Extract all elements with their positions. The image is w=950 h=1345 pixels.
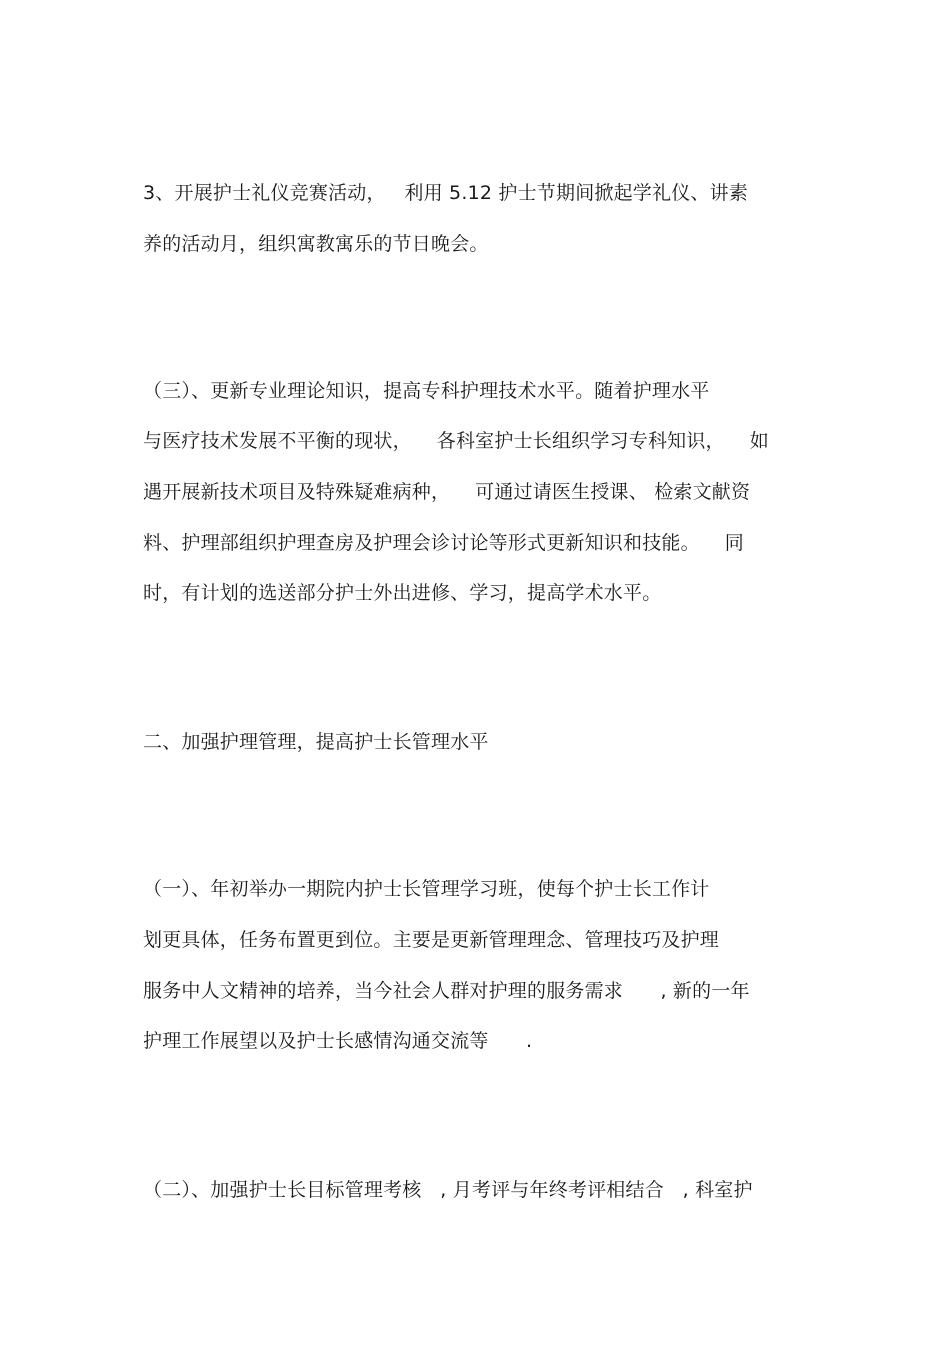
text-line: 服务中人文精神的培养，当今社会人群对护理的服务需求 , 新的一年 [143, 980, 750, 1002]
text-line: 料、护理部组织护理查房及护理会诊讨论等形式更新知识和技能。 同 [143, 532, 744, 554]
text-line: 护理工作展望以及护士长感情沟通交流等 . [143, 1030, 533, 1052]
text-line: 与医疗技术发展不平衡的现状， 各科室护士长组织学习专科知识， 如 [143, 430, 769, 452]
text-line: 时，有计划的选送部分护士外出进修、学习，提高学术水平。 [143, 582, 662, 604]
text-line: 3、开展护士礼仪竞赛活动， 利用 5.12 护士节期间掀起学礼仪、讲素 [143, 182, 748, 204]
heading-text: 二、加强护理管理，提高护士长管理水平 [143, 731, 489, 753]
text-line: （三）、更新专业理论知识，提高专科护理技术水平。随着护理水平 [143, 380, 710, 402]
text-line: （一）、年初举办一期院内护士长管理学习班，使每个护士长工作计 [143, 878, 710, 900]
text-line: （二）、加强护士长目标管理考核 , 月考评与年终考评相结合 , 科室护 [143, 1179, 753, 1201]
text-line: 遇开展新技术项目及特殊疑难病种， 可通过请医生授课、 检索文献资 [143, 481, 751, 503]
text-line: 养的活动月，组织寓教寓乐的节日晚会。 [143, 233, 489, 255]
text-line: 划更具体，任务布置更到位。主要是更新管理理念、管理技巧及护理 [143, 929, 720, 951]
